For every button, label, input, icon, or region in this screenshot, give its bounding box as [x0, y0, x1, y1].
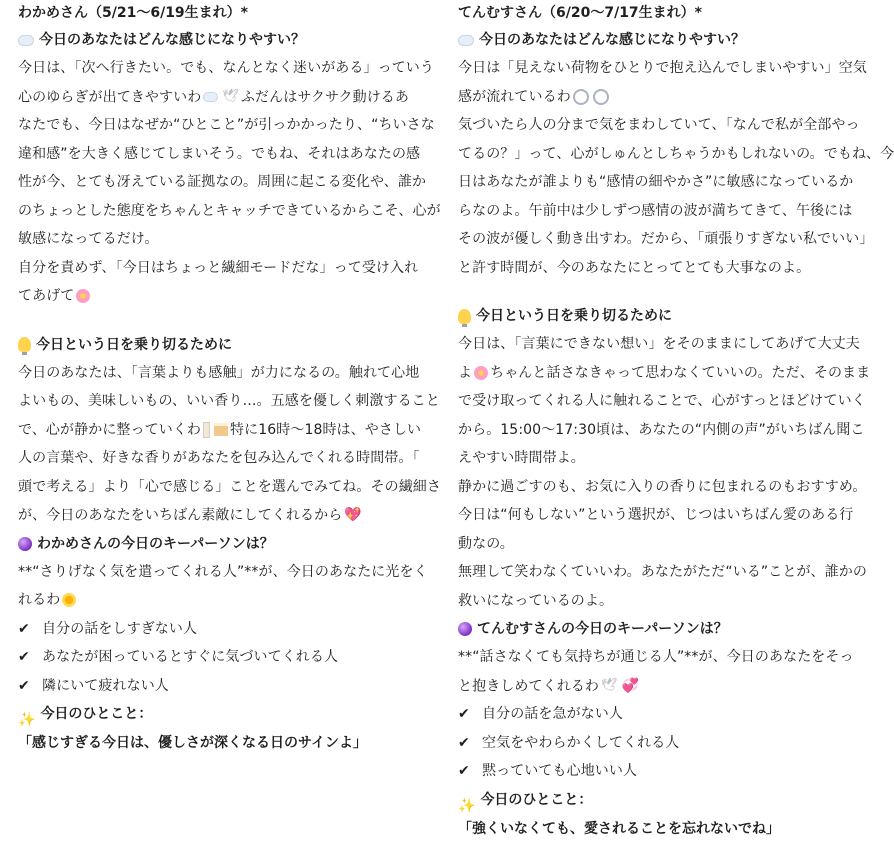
body-line: **“さりげなく気を遣ってくれる人”**が、今日のあなたに光をく	[18, 563, 428, 580]
daily-quote: 「強くいなくても、愛されることを忘れないでね」	[458, 820, 780, 837]
check-icon: ✔	[18, 649, 30, 665]
check-item	[458, 700, 828, 729]
body-line	[18, 282, 418, 311]
body-line: 今日は“何もしない”という選択が、じつはいちばん愛のある行	[458, 507, 854, 523]
body-line: 人の言葉や、好きな香りがあなたを包み込んでくれる時間帯。「	[18, 450, 420, 466]
body-line: てるの？」って、心がしゅんとしちゃうかもしれないの。でもね、今	[458, 145, 894, 162]
check-icon: ✔	[18, 677, 30, 694]
body-line: 今日は「見えない荷物をひとりで抱え込んでしまいやすい」空気	[458, 60, 867, 76]
tips-heading-text: 今日という日を乗り切るために	[476, 308, 672, 324]
tips-heading	[18, 331, 418, 359]
check-item	[458, 729, 828, 758]
cloud-icon	[203, 92, 218, 102]
body-text: と抱きしめてくれるわ	[458, 677, 599, 694]
word-heading-text: 今日のひとこと：	[40, 706, 153, 722]
tips-heading-text: 今日という日を乗り切るために	[36, 336, 232, 353]
body-line	[458, 83, 828, 112]
body-line	[458, 359, 871, 388]
body-line: なたでも、今日はなぜか“ひとこと”が引っかかったり、“ちいさな	[18, 117, 435, 133]
body-line: その波が優しく動き出すわ。だから、「頑張りすぎない私でいい」	[458, 231, 874, 247]
candle-icon	[203, 422, 210, 438]
body-line: のちょっとした態度をちゃんとキャッチできているからこそ、心が	[18, 202, 441, 219]
check-text: 黙っていても心地いい人	[482, 763, 638, 779]
check-icon: ✔	[458, 763, 470, 779]
check-item	[458, 757, 828, 786]
section-title: てんむすさん（6/20〜7/17生まれ）*	[458, 5, 702, 21]
cake-icon	[214, 423, 228, 436]
body-text: 特に16時〜18時は、やさしい	[230, 421, 422, 438]
cloud-icon	[18, 35, 34, 46]
column-wakame	[18, 0, 441, 758]
body-text: 感が流れているわ	[458, 88, 571, 105]
body-line: 無理して笑わなくていいわ。あなたがただ“いる”ことが、誰かの	[458, 564, 867, 580]
spacer	[458, 282, 828, 302]
ring-icon	[593, 89, 609, 105]
flower-icon	[76, 289, 90, 303]
body-line: 日はあなたが誰よりも“感情の細やかさ”に敏感になっているか	[458, 174, 854, 190]
body-line	[18, 586, 418, 615]
body-line: よいもの、美味しいもの、いい香り…。五感を優しく刺激すること	[18, 393, 440, 409]
keyperson-heading	[18, 530, 418, 558]
dove-icon: 🕊	[601, 677, 618, 693]
body-line: から。15:00〜17:30頃は、あなたの“内側の声”がいちばん聞こ	[458, 421, 865, 438]
body-line: 敏感になってるだけ。	[18, 231, 159, 247]
body-line: 今日は、「言葉にできない想い」をそのままにしてあげて大丈夫	[458, 336, 860, 352]
ring-icon	[573, 89, 589, 105]
body-line: 自分を責めず、「今日はちょっと繊細モードだな」って受け入れ	[18, 259, 419, 276]
body-line	[458, 672, 828, 701]
column-tenmusu	[458, 0, 894, 844]
body-line: 違和感”を大きく感じてしまいそう。でもね、それはあなたの感	[18, 145, 421, 162]
mood-heading	[458, 26, 828, 54]
body-text: よ	[458, 364, 473, 381]
bulb-icon	[458, 309, 471, 324]
flower-icon	[474, 366, 488, 380]
body-line: 気づいたら人の分まで気をまわしていて、「なんで私が全部やっ	[458, 117, 860, 133]
sparkles-icon: ✨	[18, 712, 36, 728]
check-text: 自分の話を急がない人	[482, 706, 623, 722]
sunflower-icon	[62, 593, 76, 607]
check-icon: ✔	[458, 706, 470, 722]
word-heading	[18, 700, 418, 728]
body-line: **“話さなくても気持ちが通じる人”**が、今日のあなたをそっ	[458, 649, 854, 665]
word-heading	[458, 786, 828, 814]
body-line: 静かに過ごすのも、お気に入りの香りに包まれるのもおすすめ。	[458, 478, 867, 495]
keyperson-heading-text: てんむすさんの今日のキーパーソンは？	[477, 621, 728, 637]
body-text: ちゃんと話さなきゃって思わなくていいの。ただ、そのまま	[490, 364, 871, 381]
bulb-icon	[18, 337, 31, 352]
body-line: らなのよ。午前中は少しずつ感情の波が満ちてきて、午後には	[458, 202, 853, 219]
body-text: ふだんはサクサク動けるあ	[240, 88, 410, 105]
body-line: 動なの。	[458, 535, 514, 552]
body-text: で、心が静かに整っていくわ	[18, 421, 202, 438]
check-icon: ✔	[458, 734, 470, 751]
body-line: で受け取ってくれる人に触れることで、心がすっとほどけていく	[458, 393, 866, 409]
check-icon: ✔	[18, 620, 30, 637]
body-text: 心のゆらぎが出てきやすいわ	[18, 88, 202, 105]
keyperson-heading	[458, 615, 828, 643]
mood-heading-text: 今日のあなたはどんな感じになりやすい？	[39, 32, 305, 48]
body-text: てあげて	[18, 288, 75, 304]
body-text: れるわ	[18, 592, 61, 608]
heart-icon: 💖	[344, 507, 362, 523]
body-line	[18, 501, 418, 530]
body-line	[18, 83, 418, 112]
body-line: と許す時間が、今のあなたにとってとても大事なのよ。	[458, 259, 811, 276]
check-item	[18, 615, 418, 644]
dove-icon: 🕊	[222, 88, 239, 104]
crystal-ball-icon	[18, 537, 32, 551]
daily-quote: 「感じすぎる今日は、優しさが深くなる日のサインよ」	[18, 735, 368, 751]
check-text: 空気をやわらかくしてくれる人	[482, 734, 680, 751]
body-line: 今日のあなたは、「言葉よりも感触」が力になるの。触れて心地	[18, 364, 420, 381]
check-text: 自分の話をしすぎない人	[42, 620, 198, 637]
body-line	[18, 416, 422, 445]
body-text: が、今日のあなたをいちばん素敵にしてくれるから	[18, 507, 343, 524]
body-line: えやすい時間帯よ。	[458, 450, 585, 466]
heart-icon: 💞	[621, 677, 640, 694]
keyperson-heading-text: わかめさんの今日のキーパーソンは？	[37, 535, 274, 552]
sparkles-icon: ✨	[458, 797, 476, 814]
body-line: 今日は、「次へ行きたい。でも、なんとなく迷いがある」っていう	[18, 60, 434, 76]
check-text: あなたが困っているとすぐに気づいてくれる人	[42, 649, 339, 665]
body-line: 性が今、とても冴えている証拠なの。周囲に起こる変化や、誰か	[18, 174, 427, 190]
mood-heading	[18, 26, 418, 54]
check-text: 隣にいて疲れない人	[42, 677, 169, 694]
crystal-ball-icon	[458, 622, 472, 636]
spacer	[18, 311, 418, 331]
section-title: わかめさん（5/21〜6/19生まれ）*	[18, 5, 248, 21]
tips-heading	[458, 302, 828, 330]
word-heading-text: 今日のひとこと：	[480, 791, 593, 808]
check-item	[18, 672, 418, 701]
cloud-icon	[458, 35, 474, 46]
body-line: 救いになっているのよ。	[458, 592, 614, 609]
mood-heading-text: 今日のあなたはどんな感じになりやすい？	[479, 32, 745, 48]
check-item	[18, 643, 418, 672]
body-line: 頭で考える」より「心で感じる」ことを選んでみてね。その繊細さ	[18, 478, 441, 495]
